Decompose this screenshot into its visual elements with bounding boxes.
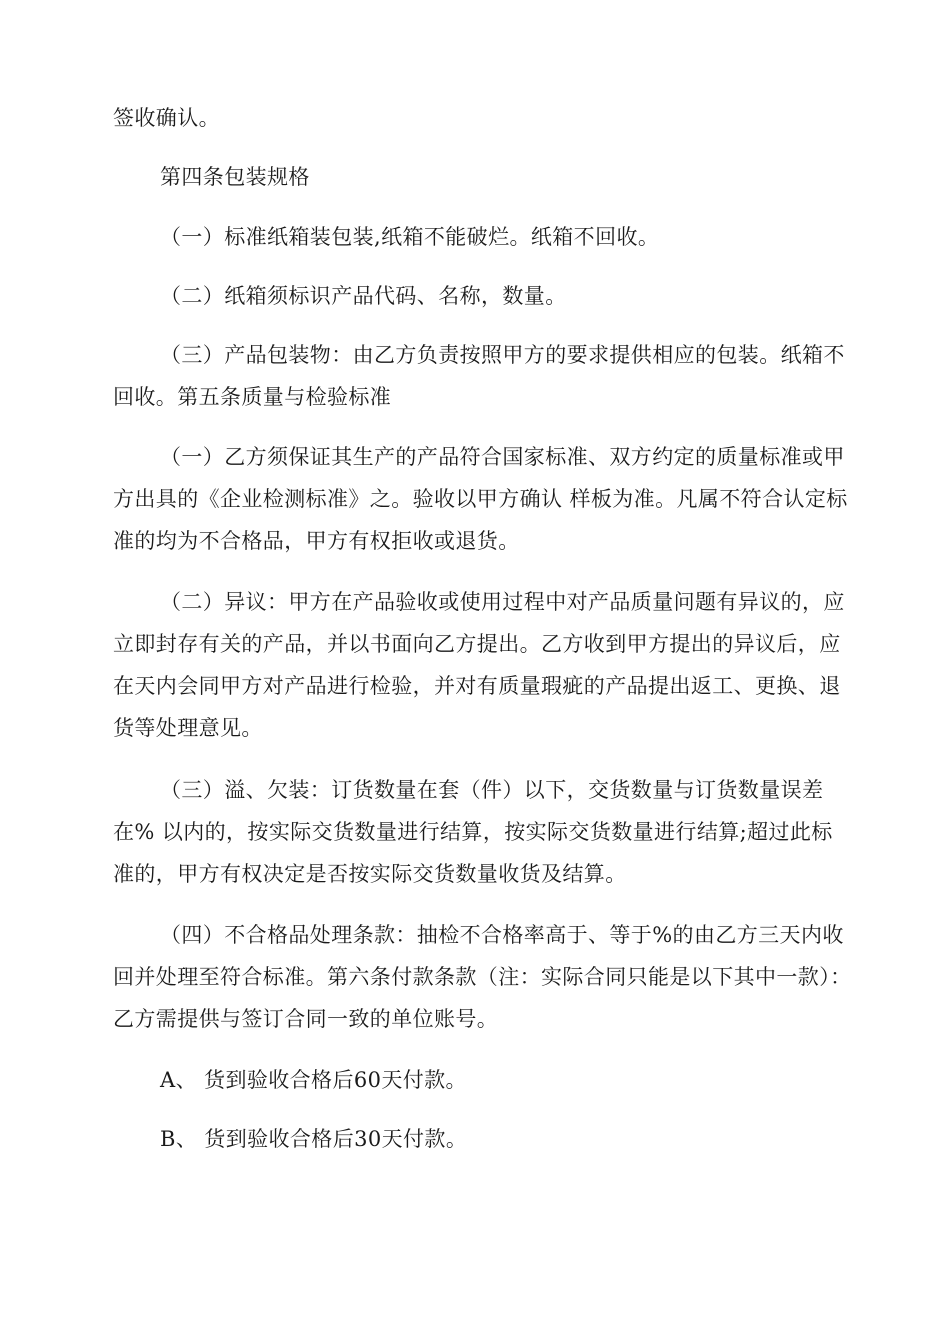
paragraph-payment-option-b: B、 货到验收合格后30天付款。 [160, 1127, 468, 1151]
paragraph-article-5-item-4: （四）不合格品处理条款：抽检不合格率高于、等于%的由乙方三天内收回并处理至符合标准。第六条付款条款（注：实际合同只能是以下其中一款）：乙方需提供与签订合同一致的单位账号。 [113, 923, 852, 1031]
paragraph-article-5-item-2: （二）异议：甲方在产品验收或使用过程中对产品质量问题有异议的，应立即封存有关的产品，并以书面向乙方提出。乙方收到甲方提出的异议后，应在天内会同甲方对产品进行检验，并对有质量瑕疵的产品提出返工、更换、退货等处理意见。 [113, 590, 845, 740]
paragraph-article-5-item-3: （三）溢、欠装：订货数量在套（件）以下，交货数量与订货数量误差在% 以内的，按实际交货数量进行结算，按实际交货数量进行结算;超过此标 准的，甲方有权决定是否按实际交货数量收货及结算。 [113, 778, 833, 886]
paragraph-article-4-item-2: （二）纸箱须标识产品代码、名称，数量。 [160, 284, 567, 308]
paragraph-article-4-item-3: （三）产品包装物：由乙方负责按照甲方的要求提供相应的包装。纸箱不回收。第五条质量与检验标准 [113, 343, 845, 409]
paragraph-payment-option-a: A、 货到验收合格后60天付款。 [160, 1068, 467, 1092]
paragraph-1: 签收确认。 [113, 106, 220, 130]
paragraph-article-4-title: 第四条包装规格 [160, 165, 310, 189]
paragraph-article-5-item-1: （一）乙方须保证其生产的产品符合国家标准、双方约定的质量标准或甲方出具的《企业检测标准》之。验收以甲方确认 样板为准。凡属不符合认定标准的均为不合格品，甲方有权拒收或退货。 [113, 445, 848, 553]
paragraph-article-4-item-1: （一）标准纸箱装包装,纸箱不能破烂。纸箱不回收。 [160, 225, 660, 249]
